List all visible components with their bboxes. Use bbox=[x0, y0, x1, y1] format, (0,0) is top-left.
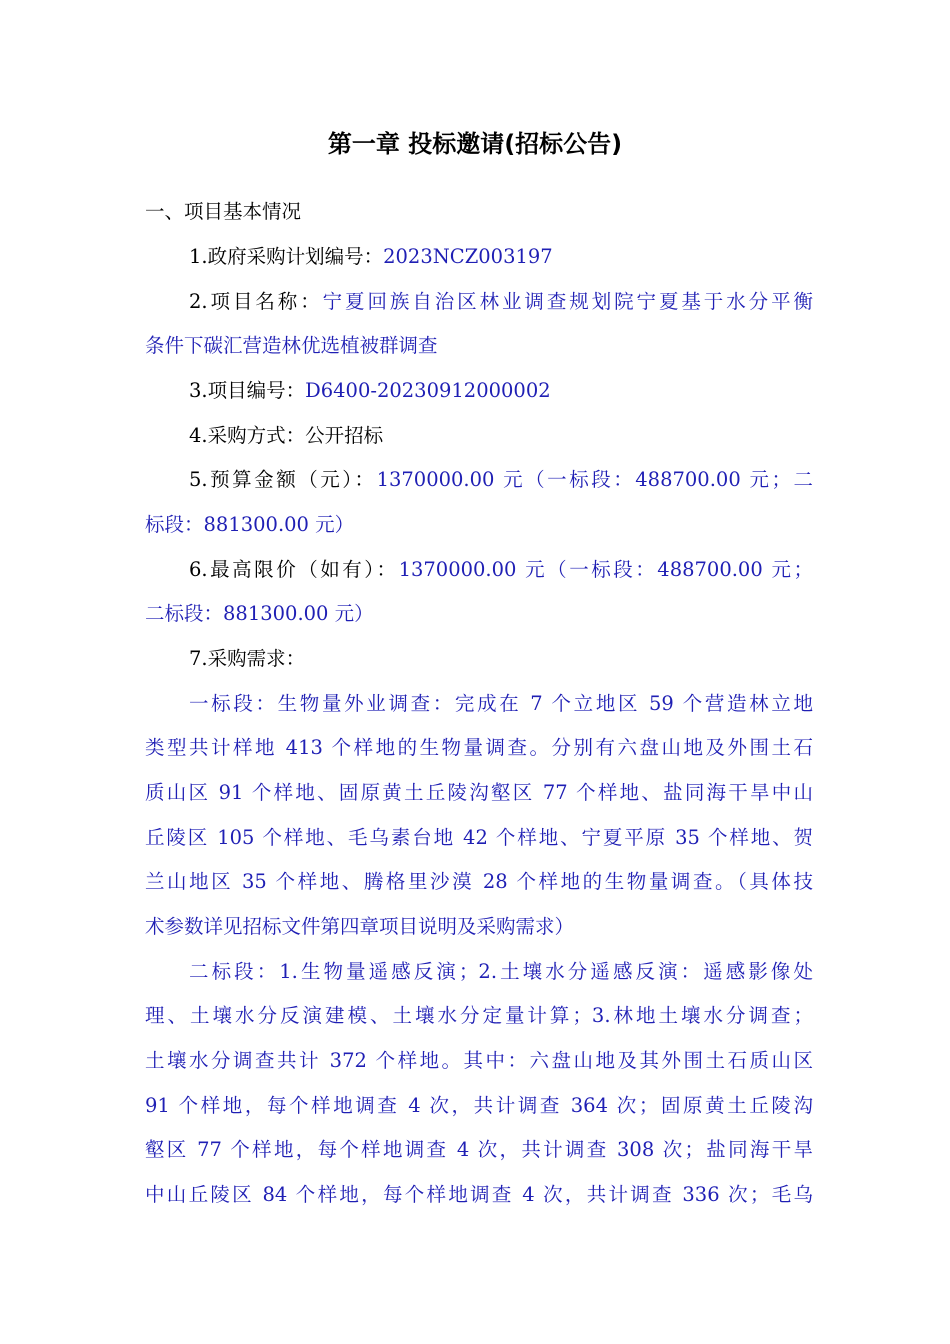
section-heading: 一、项目基本情况 bbox=[145, 200, 302, 223]
lot2-line: 壑区 77 个样地，每个样地调查 4 次，共计调查 308 次；盐同海干旱 bbox=[145, 1138, 813, 1161]
lot1-line: 质山区 91 个样地、固原黄土丘陵沟壑区 77 个样地、盐同海干旱中山 bbox=[145, 781, 813, 804]
budget-line-1 bbox=[145, 465, 813, 495]
lot1-line: 兰山地区 35 个样地、腾格里沙漠 28 个样地的生物量调查。（具体技 bbox=[145, 870, 813, 893]
procurement-method-value: 公开招标 bbox=[305, 424, 384, 447]
project-name-value-1: 宁夏回族自治区林业调查规划院宁夏基于水分平衡 bbox=[322, 290, 813, 313]
plan-number-line bbox=[145, 242, 857, 272]
lot1-line: 丘陵区 105 个样地、毛乌素台地 42 个样地、宁夏平原 35 个样地、贺 bbox=[145, 826, 813, 849]
lot2-line: 理、土壤水分反演建模、土壤水分定量计算；3.林地土壤水分调查； bbox=[145, 1004, 813, 1027]
procurement-method-label: 4.采购方式： bbox=[189, 424, 306, 447]
lot2-line: 土壤水分调查共计 372 个样地。其中：六盘山地及其外围土石质山区 bbox=[145, 1049, 813, 1072]
lot1-line: 一标段：生物量外业调查：完成在 7 个立地区 59 个营造林立地 bbox=[189, 692, 813, 715]
project-name-line-2: 条件下碳汇营造林优选植被群调查 bbox=[145, 334, 438, 357]
project-code-label: 3.项目编号： bbox=[189, 379, 306, 402]
budget-line-2: 标段：881300.00 元） bbox=[145, 513, 355, 536]
plan-number-label: 1.政府采购计划编号： bbox=[189, 245, 384, 268]
lot2-line: 91 个样地，每个样地调查 4 次，共计调查 364 次；固原黄土丘陵沟 bbox=[145, 1094, 813, 1117]
project-name-label: 2.项目名称： bbox=[189, 290, 323, 313]
lot1-line: 术参数详见招标文件第四章项目说明及采购需求） bbox=[145, 915, 575, 938]
procurement-demand-label: 7.采购需求： bbox=[189, 647, 306, 670]
project-code-line bbox=[145, 376, 857, 406]
max-price-line-2: 二标段：881300.00 元） bbox=[145, 602, 374, 625]
lot2-line: 二标段：1.生物量遥感反演；2.土壤水分遥感反演：遥感影像处 bbox=[189, 960, 813, 983]
lot1-line: 类型共计样地 413 个样地的生物量调查。分别有六盘山地及外围土石 bbox=[145, 736, 813, 759]
budget-label: 5.预算金额（元）： bbox=[189, 468, 377, 491]
max-price-label: 6.最高限价（如有）： bbox=[189, 558, 399, 581]
chapter-title: 第一章 投标邀请(招标公告) bbox=[327, 130, 623, 158]
plan-number-value: 2023NCZ003197 bbox=[383, 245, 553, 268]
max-price-line-1 bbox=[145, 555, 813, 585]
procurement-method-line bbox=[145, 421, 857, 451]
project-code-value: D6400-20230912000002 bbox=[305, 379, 551, 402]
max-price-value-1: 1370000.00 元（一标段：488700.00 元； bbox=[398, 558, 813, 581]
lot2-line: 中山丘陵区 84 个样地，每个样地调查 4 次，共计调查 336 次；毛乌 bbox=[145, 1183, 813, 1206]
project-name-line-1 bbox=[145, 287, 813, 317]
budget-value-1: 1370000.00 元（一标段：488700.00 元；二 bbox=[376, 468, 813, 491]
